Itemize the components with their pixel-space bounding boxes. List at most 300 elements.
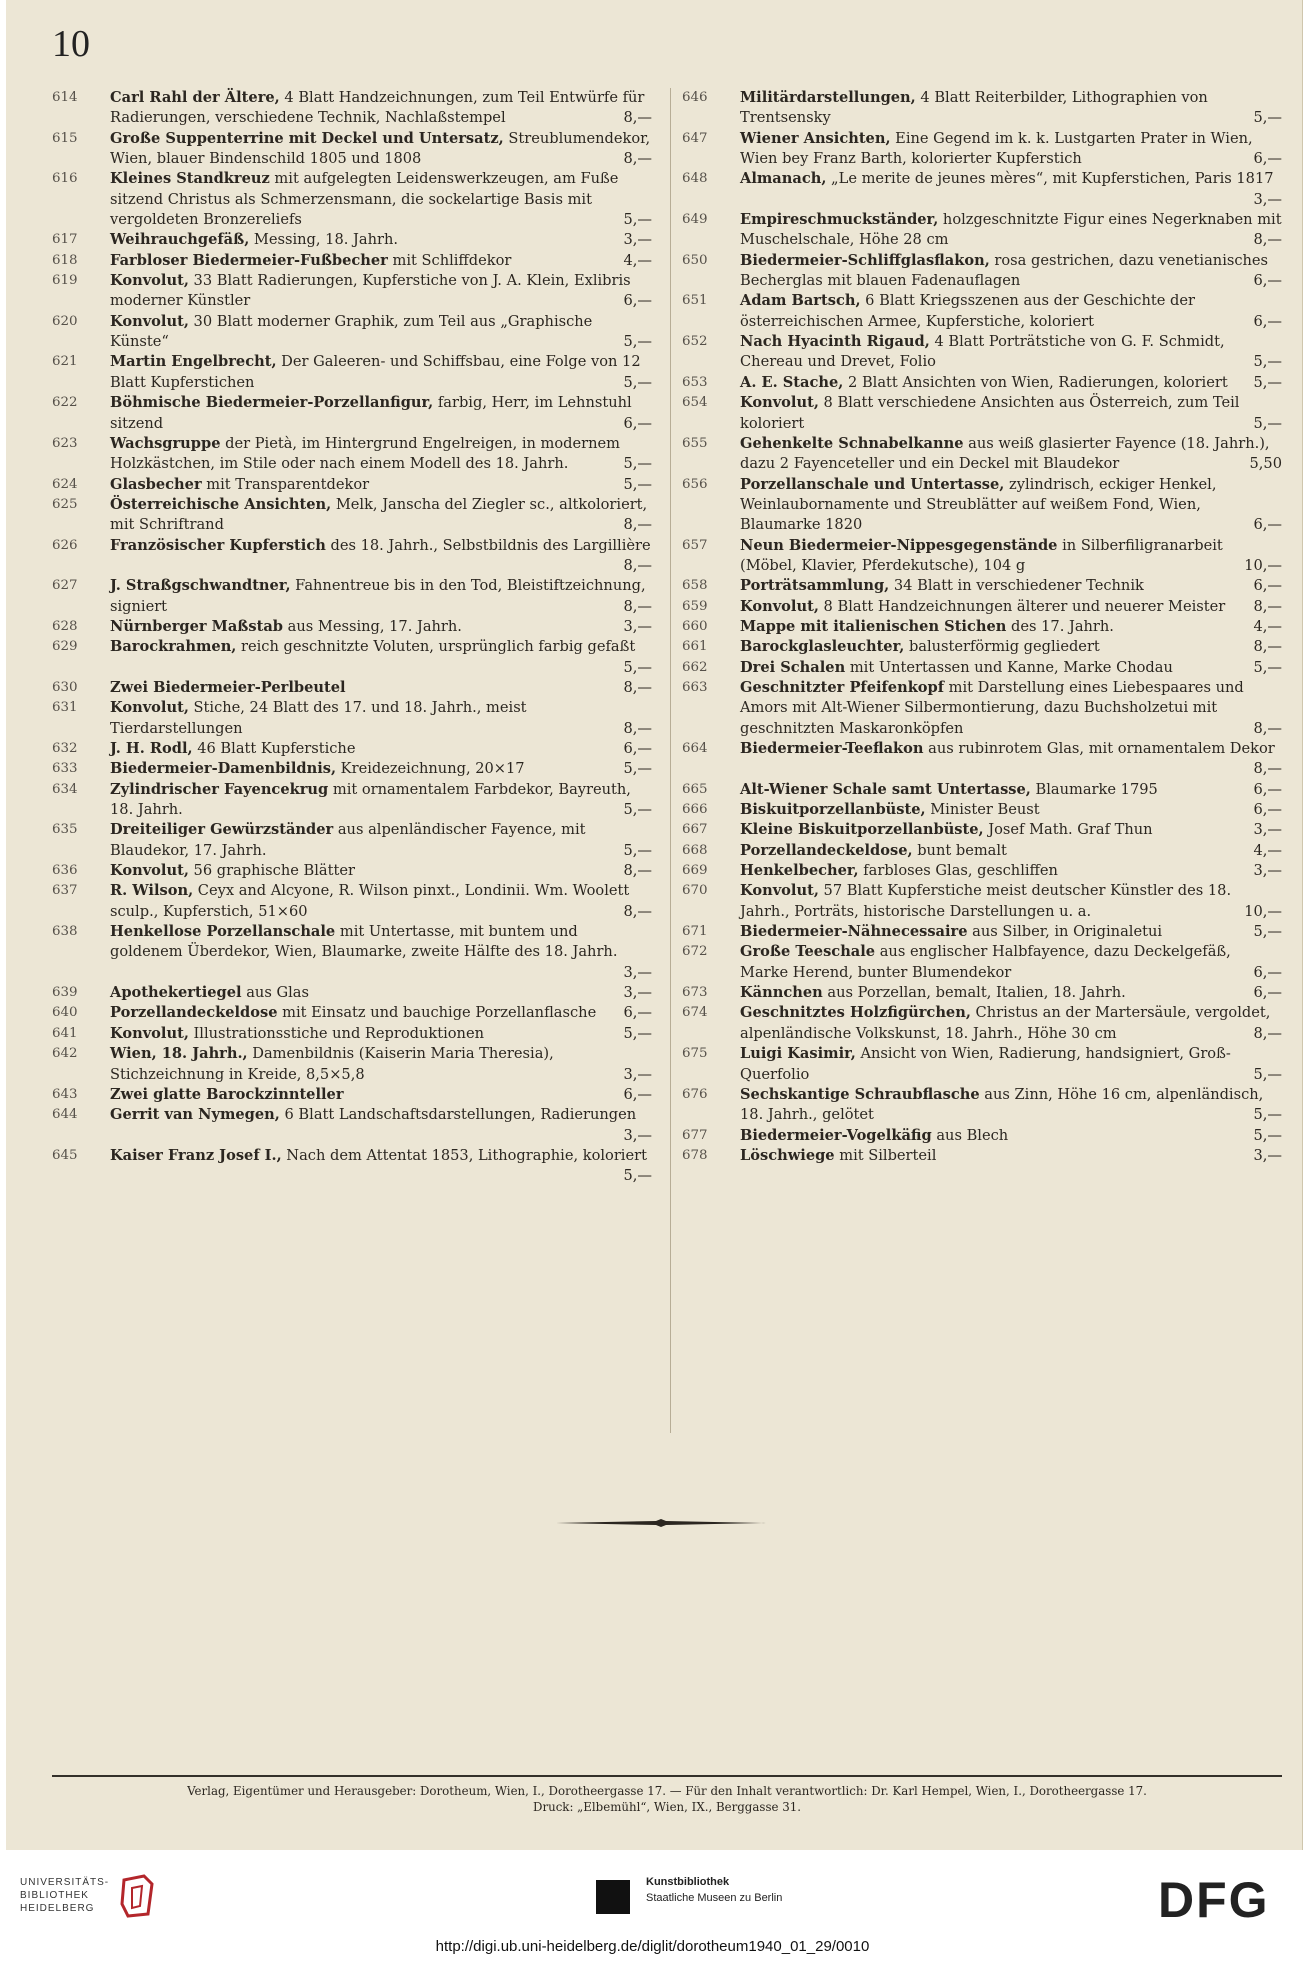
lot-description — [740, 576, 1282, 596]
lot-price: 5,— — [1253, 353, 1282, 371]
lot-title: Biedermeier-Nähnecessaire — [740, 923, 968, 941]
lot-description — [740, 983, 1282, 1003]
lot-text: aus Glas — [241, 984, 309, 1002]
lot-description — [740, 597, 1282, 617]
lot-text: aus weiß glasierter Fayence (18. Jahrh.), dazu 2 Fayenceteller und ein Deckel mit Blaudekor — [740, 434, 1270, 473]
lot-number: 638 — [52, 924, 78, 940]
lot-price: 5,— — [623, 373, 652, 391]
lot-description — [110, 434, 652, 475]
lot-title: Konvolut, — [740, 394, 819, 412]
lot-price: 4,— — [623, 251, 652, 269]
lot-title: Henkellose Porzellanschale — [110, 923, 336, 941]
lot-title: Almanach, — [740, 170, 827, 188]
catalog-entry — [682, 393, 1282, 434]
lot-number: 654 — [682, 395, 708, 411]
catalog-entry — [52, 475, 652, 495]
catalog-entry — [682, 841, 1282, 861]
lot-price: 6,— — [1253, 150, 1282, 168]
lot-number: 643 — [52, 1086, 78, 1102]
lot-price: 5,— — [1253, 1126, 1282, 1144]
lot-title: Französischer Kupferstich — [110, 536, 326, 554]
catalog-entry — [682, 881, 1282, 922]
lot-description — [110, 1044, 652, 1085]
catalog-entry — [52, 881, 652, 922]
catalog-entry — [682, 251, 1282, 292]
lot-price: 8,— — [623, 719, 652, 737]
university-logo-line-1: UNIVERSITÄTS- — [20, 1877, 110, 1888]
lot-number: 666 — [682, 802, 708, 818]
lot-description — [740, 841, 1282, 861]
lot-price: 6,— — [623, 414, 652, 432]
catalog-entry — [682, 861, 1282, 881]
lot-title: Konvolut, — [110, 699, 189, 717]
lot-number: 619 — [52, 273, 78, 289]
lot-text: mit Einsatz und bauchige Porzellanflasche — [277, 1004, 597, 1022]
lot-description — [110, 1024, 652, 1044]
catalog-entry — [682, 739, 1282, 780]
lot-description — [110, 88, 652, 129]
lot-text: 4 Blatt Handzeichnungen, zum Teil Entwürfe für Radierungen, verschiedene Technik, Nachlaßstempel — [110, 89, 645, 127]
catalog-entry — [52, 169, 652, 230]
lot-number: 674 — [682, 1005, 708, 1021]
lot-price: 5,— — [623, 1024, 652, 1042]
lot-description — [110, 475, 652, 495]
lot-price: 3,— — [1253, 1146, 1282, 1164]
catalog-entry — [52, 1105, 652, 1146]
catalog-entry — [682, 820, 1282, 840]
lot-number: 678 — [682, 1147, 708, 1163]
lot-title: Biedermeier-Teeflakon — [740, 740, 924, 757]
lot-description — [740, 922, 1282, 942]
lot-text: reich geschnitzte Voluten, ursprünglich farbig gefaßt — [236, 638, 636, 656]
catalog-entry — [682, 678, 1282, 739]
lot-title: Luigi Kasimir, — [740, 1045, 856, 1063]
lot-text: 33 Blatt Radierungen, Kupferstiche von J. A. Klein, Exlibris moderner Künstler — [110, 272, 631, 310]
lot-text: der Pietà, im Hintergrund Engelreigen, in modernem Holzkästchen, im Stile oder nach einem Modell des 18. Jahrh. — [110, 434, 621, 473]
lot-description — [740, 210, 1282, 251]
lot-description — [740, 739, 1282, 780]
lot-number: 630 — [52, 679, 78, 695]
lot-title: Geschnitztes Holzfigürchen, — [740, 1004, 971, 1022]
lot-description — [110, 352, 652, 393]
catalog-entry — [52, 129, 652, 170]
lot-title: Henkelbecher, — [740, 862, 859, 880]
lot-price: 4,— — [1253, 841, 1282, 859]
lot-number: 668 — [682, 842, 708, 858]
lot-title: Alt-Wiener Schale samt Untertasse, — [740, 780, 1031, 798]
lot-text: Nach dem Attentat 1853, Lithographie, koloriert — [281, 1146, 647, 1164]
lot-text: Streublumendekor, Wien, blauer Bindenschild 1805 und 1808 — [110, 129, 651, 168]
catalog-entry — [682, 658, 1282, 678]
lot-title: Sechskantige Schraubflasche — [740, 1085, 980, 1103]
catalog-entry — [52, 861, 652, 881]
lot-title: Farbloser Biedermeier-Fußbecher — [110, 251, 388, 269]
lot-description — [740, 1003, 1282, 1044]
lot-price: 8,— — [1253, 231, 1282, 249]
dfg-logo: DFG — [1158, 1872, 1270, 1928]
lot-text: 6 Blatt Kriegsszenen aus der Geschichte der österreichischen Armee, Kupferstiche, koloriert — [740, 292, 1195, 330]
lot-number: 625 — [52, 496, 78, 512]
lot-title: Nürnberger Maßstab — [110, 617, 284, 635]
lot-number: 667 — [682, 822, 708, 838]
lot-title: Wien, 18. Jahrh., — [110, 1045, 248, 1063]
lot-number: 634 — [52, 781, 78, 797]
lot-number: 626 — [52, 537, 78, 553]
lot-text: Minister Beust — [925, 801, 1040, 819]
lot-price: 8,— — [623, 109, 652, 127]
lot-text: 4 Blatt Reiterbilder, Lithographien von Trentsensky — [740, 89, 1208, 127]
lot-number: 615 — [52, 130, 78, 146]
catalog-entry — [52, 698, 652, 739]
catalog-entry — [52, 1044, 652, 1085]
lot-price: 5,— — [1253, 109, 1282, 127]
lot-number: 656 — [682, 476, 708, 492]
lot-price: 6,— — [1253, 516, 1282, 534]
left-column — [52, 88, 652, 1187]
lot-description — [110, 739, 652, 759]
lot-text: „Le merite de jeunes mères“, mit Kupferstichen, Paris 1817 — [826, 170, 1274, 188]
lot-title: Militärdarstellungen, — [740, 89, 916, 106]
lot-title: Kleines Standkreuz — [110, 170, 270, 188]
lot-number: 644 — [52, 1107, 78, 1123]
lot-title: Biedermeier-Vogelkäfig — [740, 1126, 932, 1144]
lot-text: Blaumarke 1795 — [1030, 780, 1158, 798]
catalog-entry — [52, 780, 652, 821]
lot-price: 6,— — [1253, 577, 1282, 595]
lot-text: Christus an der Martersäule, vergoldet, alpenländische Volkskunst, 18. Jahrh., Höhe 30 cm — [740, 1004, 1271, 1042]
footer-rule — [52, 1775, 1282, 1777]
lot-price: 10,— — [1244, 556, 1282, 574]
lot-number: 662 — [682, 659, 708, 675]
lot-title: R. Wilson, — [110, 882, 194, 900]
lot-number: 633 — [52, 761, 78, 777]
lot-number: 659 — [682, 598, 708, 614]
lot-text: Stiche, 24 Blatt des 17. und 18. Jahrh., meist Tierdarstellungen — [110, 699, 527, 737]
lot-price: 3,— — [623, 1065, 652, 1083]
lot-description — [110, 861, 652, 881]
lot-description — [110, 495, 652, 536]
right-column — [682, 88, 1282, 1166]
lot-description — [110, 637, 652, 678]
lot-title: Biedermeier-Schliffglasflakon, — [740, 251, 990, 269]
lot-price: 6,— — [623, 292, 652, 310]
lot-text: Messing, 18. Jahrh. — [249, 231, 398, 249]
lot-price: 6,— — [1253, 984, 1282, 1002]
lot-description — [740, 942, 1282, 983]
lot-description — [740, 1044, 1282, 1085]
lot-text: 34 Blatt in verschiedener Technik — [889, 577, 1144, 595]
catalog-entry — [52, 536, 652, 577]
lot-text: 6 Blatt Landschaftsdarstellungen, Radierungen — [279, 1106, 637, 1124]
lot-price: 3,— — [623, 617, 652, 635]
lot-number: 616 — [52, 171, 78, 187]
catalog-entry — [52, 576, 652, 617]
lot-text: 4 Blatt Porträtstiche von G. F. Schmidt, Chereau und Drevet, Folio — [740, 333, 1225, 371]
lot-price: 6,— — [623, 1004, 652, 1022]
lot-text: in Silberfiligranarbeit (Möbel, Klavier, Pferdekutsche), 104 g — [740, 536, 1223, 574]
catalog-entry — [52, 739, 652, 759]
lot-text: mit aufgelegten Leidenswerkzeugen, am Fuße sitzend Christus als Schmerzensmann, die sockelartige Basis mit vergoldeten Bronzereliefs — [110, 170, 619, 229]
lot-number: 669 — [682, 863, 708, 879]
lot-description — [740, 332, 1282, 373]
lot-text: 8 Blatt Handzeichnungen älterer und neuerer Meister — [818, 597, 1226, 615]
lot-description — [110, 922, 652, 983]
lot-number: 651 — [682, 293, 708, 309]
lot-title: Kleine Biskuitporzellanbüste, — [740, 821, 984, 839]
catalog-entry — [682, 129, 1282, 170]
lot-description — [740, 780, 1282, 800]
lot-description — [110, 271, 652, 312]
lot-text: bunt bemalt — [912, 841, 1007, 859]
lot-description — [740, 1146, 1282, 1166]
lot-title: Böhmische Biedermeier-Porzellanfigur, — [110, 394, 434, 412]
lot-price: 5,— — [623, 475, 652, 493]
catalog-entry — [52, 312, 652, 353]
lot-price: 8,— — [623, 678, 652, 696]
catalog-entry — [52, 1085, 652, 1105]
lot-text: 2 Blatt Ansichten von Wien, Radierungen, koloriert — [843, 373, 1228, 391]
lot-price: 5,50 — [1249, 455, 1282, 473]
kunstbibliothek-logo-icon — [596, 1880, 630, 1914]
lot-description — [110, 1085, 652, 1105]
lot-title: Konvolut, — [740, 882, 819, 900]
catalog-entry — [52, 617, 652, 637]
lot-description — [740, 434, 1282, 475]
lot-description — [110, 780, 652, 821]
lot-price: 5,— — [623, 760, 652, 778]
lot-price: 6,— — [1253, 801, 1282, 819]
catalog-entry — [682, 373, 1282, 393]
kunstbibliothek-logo — [646, 1874, 782, 1906]
catalog-entry — [682, 983, 1282, 1003]
lot-title: Gerrit van Nymegen, — [110, 1106, 280, 1124]
lot-number: 646 — [682, 90, 708, 105]
catalog-entry — [682, 617, 1282, 637]
lot-description — [740, 393, 1282, 434]
lot-price: 8,— — [623, 902, 652, 920]
lot-number: 639 — [52, 985, 78, 1001]
lot-number: 628 — [52, 618, 78, 634]
lot-price: 5,— — [1253, 373, 1282, 391]
lot-title: Martin Engelbrecht, — [110, 353, 277, 371]
lot-title: Porträtsammlung, — [740, 577, 890, 595]
lot-price: 8,— — [623, 150, 652, 168]
lot-price: 5,— — [623, 455, 652, 473]
lot-description — [110, 129, 652, 170]
lot-description — [110, 169, 652, 230]
lot-price: 6,— — [1253, 312, 1282, 330]
lot-number: 655 — [682, 435, 708, 451]
catalog-entry — [52, 495, 652, 536]
lot-price: 4,— — [1253, 617, 1282, 635]
lot-description — [740, 251, 1282, 292]
lot-price: 3,— — [623, 963, 652, 981]
source-url: http://digi.ub.uni-heidelberg.de/diglit/dorotheum1940_01_29/0010 — [435, 1938, 870, 1955]
lot-number: 660 — [682, 618, 708, 634]
logo-bar — [0, 1866, 1305, 1926]
lot-number: 648 — [682, 171, 708, 187]
lot-number: 627 — [52, 578, 78, 594]
kunstbibliothek-title: Kunstbibliothek — [646, 1876, 730, 1888]
lot-price: 5,— — [1253, 923, 1282, 941]
lot-title: Adam Bartsch, — [740, 292, 861, 310]
lot-number: 663 — [682, 679, 708, 695]
lot-description — [740, 637, 1282, 657]
lot-price: 5,— — [623, 333, 652, 351]
lot-description — [740, 617, 1282, 637]
lot-title: Zwei glatte Barockzinnteller — [110, 1085, 344, 1103]
catalog-entry — [52, 922, 652, 983]
lot-number: 632 — [52, 741, 78, 756]
lot-number: 650 — [682, 252, 708, 268]
lot-price: 5,— — [623, 841, 652, 859]
lot-title: Konvolut, — [740, 597, 819, 615]
catalog-entry — [52, 820, 652, 861]
lot-number: 622 — [52, 395, 78, 411]
lot-number: 665 — [682, 781, 708, 797]
lot-title: Porzellandeckeldose — [110, 1004, 278, 1022]
lot-description — [110, 881, 652, 922]
catalog-entry — [682, 536, 1282, 577]
university-seal-icon — [118, 1874, 158, 1918]
lot-text: zylindrisch, eckiger Henkel, Weinlaubornamente und Streublätter auf weißem Fond, Wien, Blaumarke 1820 — [740, 475, 1217, 534]
lot-description — [740, 373, 1282, 393]
lot-price: 8,— — [1253, 638, 1282, 656]
lot-text: mit Transparentdekor — [201, 475, 370, 493]
catalog-entry — [682, 1003, 1282, 1044]
lot-text: Josef Math. Graf Thun — [983, 821, 1153, 839]
ornament-rule — [556, 1518, 766, 1528]
lot-title: Große Teeschale — [740, 943, 876, 961]
lot-title: J. Straßgschwandtner, — [110, 577, 291, 595]
catalog-page — [6, 0, 1303, 1850]
lot-description — [110, 1003, 652, 1023]
page-number: 10 — [52, 23, 90, 65]
lot-title: Neun Biedermeier-Nippesgegenstände — [740, 536, 1058, 554]
catalog-entry — [52, 230, 652, 250]
lot-number: 614 — [52, 90, 78, 105]
lot-number: 640 — [52, 1005, 78, 1021]
lot-number: 676 — [682, 1086, 708, 1102]
lot-title: Nach Hyacinth Rigaud, — [740, 333, 930, 351]
lot-description — [110, 759, 652, 779]
lot-price: 8,— — [623, 862, 652, 880]
lot-price: 5,— — [623, 658, 652, 676]
lot-description — [740, 169, 1282, 210]
lot-price: 5,— — [623, 801, 652, 819]
lot-title: Zylindrischer Fayencekrug — [110, 780, 329, 798]
lot-title: Porzellandeckeldose, — [740, 841, 913, 859]
lot-text: des 18. Jahrh., Selbstbildnis des Largillière — [325, 536, 651, 554]
lot-text: mit Untertassen und Kanne, Marke Chodau — [845, 658, 1173, 676]
lot-number: 673 — [682, 985, 708, 1001]
catalog-entry — [682, 576, 1282, 596]
lot-text: aus Messing, 17. Jahrh. — [283, 617, 462, 635]
catalog-entry — [682, 780, 1282, 800]
lot-price: 5,— — [1253, 658, 1282, 676]
lot-price: 3,— — [1253, 190, 1282, 208]
lot-text: aus rubinrotem Glas, mit ornamentalem Dekor — [923, 740, 1275, 757]
lot-text: mit Silberteil — [834, 1146, 937, 1164]
catalog-entry — [52, 1003, 652, 1023]
catalog-entry — [682, 800, 1282, 820]
lot-text: farbloses Glas, geschliffen — [858, 862, 1058, 880]
catalog-entry — [52, 637, 652, 678]
lot-title: Carl Rahl der Ältere, — [110, 89, 280, 106]
university-logo-line-3: HEIDELBERG — [20, 1903, 95, 1914]
lot-description — [740, 800, 1282, 820]
catalog-entry — [52, 983, 652, 1003]
imprint-line-1: Verlag, Eigentümer und Herausgeber: Dorotheum, Wien, I., Dorotheergasse 17. — Für den Inhalt verantwortlich: Dr. Karl Hempel, Wien, I., Dorotheergasse 17. — [187, 1784, 1147, 1798]
catalog-entry — [682, 1085, 1282, 1126]
lot-text: aus alpenländischer Fayence, mit Blaudekor, 17. Jahrh. — [110, 821, 586, 859]
catalog-entry — [52, 1024, 652, 1044]
lot-text: mit Schliffdekor — [387, 251, 512, 269]
catalog-entry — [52, 393, 652, 434]
catalog-entry — [52, 1146, 652, 1187]
lot-number: 618 — [52, 252, 78, 268]
lot-text: Fahnentreue bis in den Tod, Bleistiftzeichnung, signiert — [110, 577, 646, 615]
lot-description — [110, 536, 652, 577]
catalog-entry — [52, 352, 652, 393]
lot-title: Konvolut, — [110, 272, 189, 290]
lot-text: balusterförmig gegliedert — [904, 638, 1100, 656]
lot-text: Eine Gegend im k. k. Lustgarten Prater in Wien, Wien bey Franz Barth, kolorierter Kupferstich — [740, 129, 1253, 168]
catalog-entry — [682, 942, 1282, 983]
lot-title: J. H. Rodl, — [110, 740, 193, 757]
university-library-logo — [20, 1876, 109, 1915]
lot-price: 6,— — [1253, 272, 1282, 290]
lot-price: 5,— — [623, 1167, 652, 1185]
lot-number: 641 — [52, 1025, 78, 1041]
catalog-entry — [682, 637, 1282, 657]
lot-title: Empireschmuckständer, — [740, 211, 939, 229]
lot-description — [740, 536, 1282, 577]
lot-title: Wiener Ansichten, — [740, 129, 891, 147]
kunstbibliothek-subtitle: Staatliche Museen zu Berlin — [646, 1892, 783, 1904]
lot-price: 6,— — [623, 1085, 652, 1103]
lot-text: 8 Blatt verschiedene Ansichten aus Österreich, zum Teil koloriert — [740, 394, 1240, 432]
lot-number: 652 — [682, 334, 708, 350]
lot-text: aus englischer Halbfayence, dazu Deckelgefäß, Marke Herend, bunter Blumendekor — [740, 943, 1231, 981]
catalog-entry — [682, 1044, 1282, 1085]
lot-description — [740, 658, 1282, 678]
lot-number: 621 — [52, 354, 78, 370]
lot-description — [110, 617, 652, 637]
lot-text: Ansicht von Wien, Radierung, handsigniert, Groß-Querfolio — [740, 1045, 1231, 1083]
lot-number: 670 — [682, 883, 708, 899]
imprint — [52, 1783, 1282, 1815]
lot-title: Biskuitporzellanbüste, — [740, 801, 926, 819]
lot-description — [740, 1126, 1282, 1146]
lot-title: Österreichische Ansichten, — [110, 495, 332, 513]
lot-text: 46 Blatt Kupferstiche — [192, 740, 356, 757]
lot-title: Kännchen — [740, 984, 823, 1002]
lot-title: Konvolut, — [110, 1024, 189, 1042]
lot-text: mit Untertasse, mit buntem und goldenem Überdekor, Wien, Blaumarke, zweite Hälfte des 18. Jahrh. — [110, 923, 618, 961]
lot-number: 617 — [52, 232, 78, 248]
lot-text: aus Blech — [931, 1126, 1009, 1144]
lot-price: 5,— — [1253, 1065, 1282, 1083]
imprint-line-2: Druck: „Elbemühl“, Wien, IX., Berggasse 31. — [533, 1800, 801, 1814]
lot-price: 3,— — [1253, 862, 1282, 880]
lot-number: 661 — [682, 639, 708, 655]
catalog-entry — [682, 1146, 1282, 1166]
lot-price: 3,— — [1253, 821, 1282, 839]
lot-description — [110, 393, 652, 434]
catalog-entry — [682, 169, 1282, 210]
lot-title: Wachsgruppe — [110, 434, 221, 452]
